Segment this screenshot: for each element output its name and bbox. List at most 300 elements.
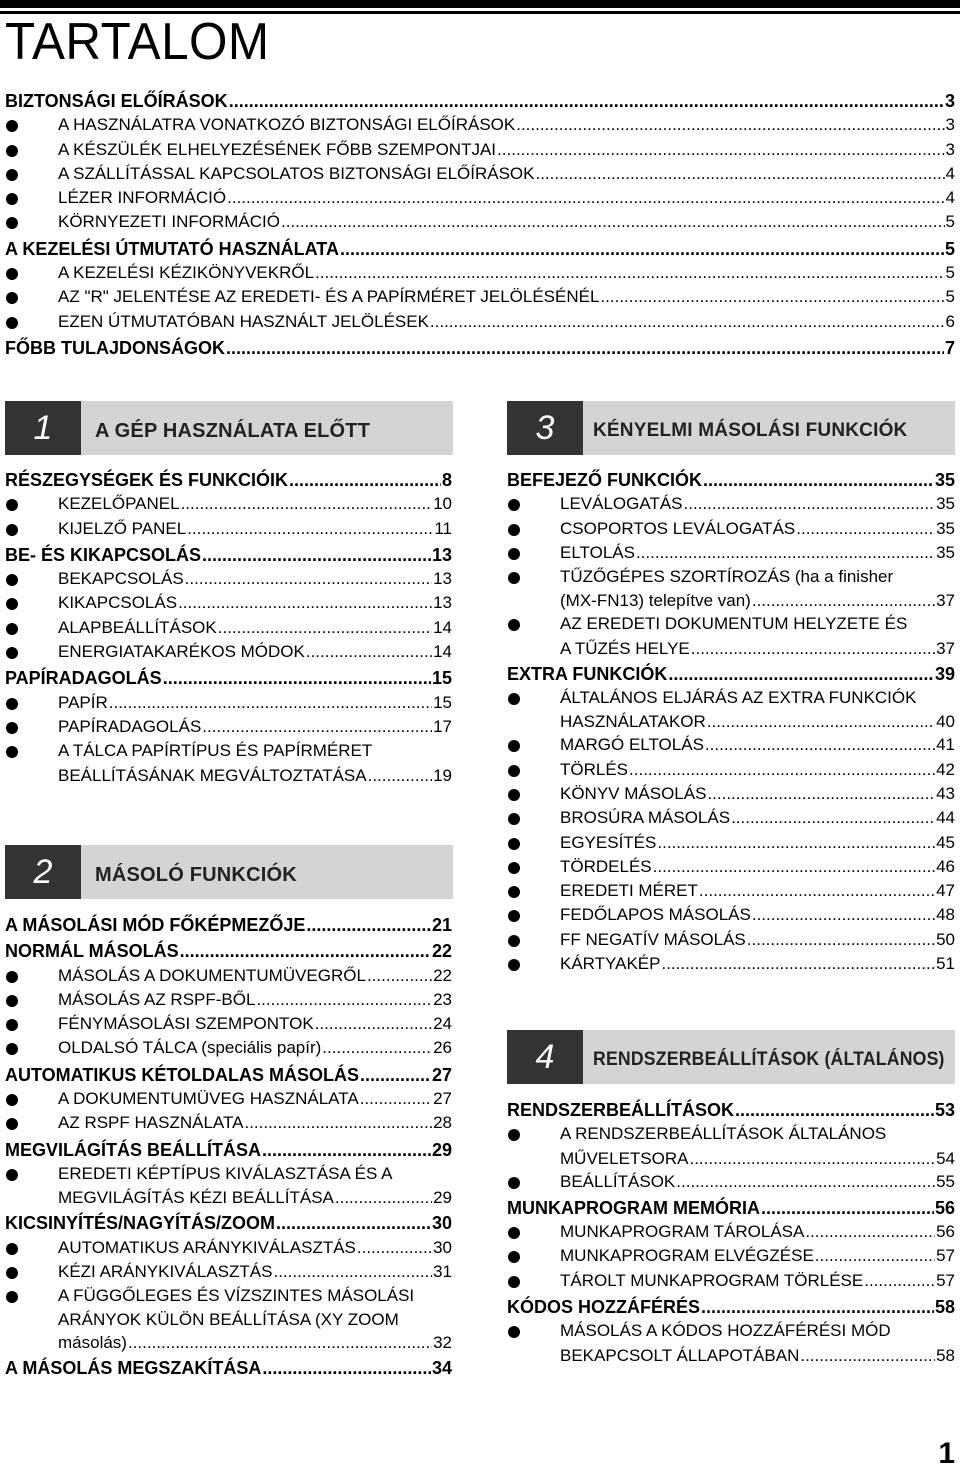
toc-entry-label: (MX-FN13) telepítve van) [560, 591, 751, 611]
toc-page-number: 40 [936, 712, 955, 732]
toc-heading-entry[interactable] [5, 1065, 452, 1089]
toc-page-number: 3 [945, 139, 955, 159]
toc-entry[interactable] [507, 833, 955, 857]
toc-page-number: 55 [936, 1171, 955, 1191]
toc-entry[interactable] [507, 543, 955, 567]
toc-entry[interactable] [5, 1238, 452, 1262]
toc-page-number: 56 [934, 1197, 955, 1218]
toc-entry-label: BEKAPCSOLT ÁLLAPOTÁBAN [560, 1345, 800, 1365]
toc-entry-label: BE- ÉS KIKAPCSOLÁS [5, 544, 202, 565]
toc-entry-label: MARGÓ ELTOLÁS [560, 735, 704, 755]
toc-page-number: 4 [945, 188, 955, 208]
dot-leader [699, 881, 935, 901]
dot-leader [731, 808, 935, 828]
toc-page-number: 57 [936, 1270, 955, 1290]
dot-leader [357, 1238, 432, 1258]
toc-entry-label: KEZELŐPANEL [58, 494, 180, 514]
toc-page-number: 32 [433, 1333, 452, 1353]
toc-page-number: 6 [945, 311, 955, 331]
dot-leader [707, 712, 935, 732]
toc-page-number: 3 [945, 115, 955, 135]
toc-entry-label: EGYESÍTÉS [560, 832, 657, 852]
dot-leader [276, 1213, 431, 1234]
toc-entry[interactable] [507, 1124, 955, 1148]
toc-entry-label: AZ "R" JELENTÉSE AZ EREDETI- ÉS A PAPÍRMÉRET JELÖLÉSÉNÉL [58, 287, 600, 307]
dot-leader [629, 760, 935, 780]
toc-entry-label: PAPÍRADAGOLÁS [5, 668, 162, 689]
toc-entry[interactable] [5, 519, 452, 543]
toc-page-number: 4 [945, 163, 955, 183]
toc-entry-label: BEKAPCSOLÁS [58, 569, 184, 589]
toc-entry-label: A DOKUMENTUMÜVEG HASZNÁLATA [58, 1089, 359, 1109]
toc-entry-label: ÁLTALÁNOS ELJÁRÁS AZ EXTRA FUNKCIÓK [560, 688, 917, 708]
toc-entry-label: A MÁSOLÁSI MÓD FŐKÉPMEZŐJE [5, 915, 306, 935]
toc-page-number: 31 [433, 1261, 452, 1281]
toc-entry[interactable] [507, 712, 955, 735]
toc-page-number: 53 [934, 1100, 955, 1120]
toc-entry-label: OLDALSÓ TÁLCA (speciális papír) [58, 1038, 322, 1058]
dot-leader [360, 1089, 432, 1109]
toc-entry[interactable] [5, 1089, 452, 1113]
toc-heading-entry[interactable] [507, 1198, 955, 1222]
toc-entry[interactable] [507, 735, 955, 759]
toc-page-number: 56 [936, 1222, 955, 1242]
toc-entry[interactable] [507, 784, 955, 808]
dot-leader [761, 1198, 934, 1219]
toc-heading-entry[interactable] [507, 664, 955, 688]
dot-leader [322, 1038, 432, 1058]
chapter-title: KÉNYELMI MÁSOLÁSI FUNKCIÓK [593, 420, 908, 441]
dot-leader [815, 1246, 935, 1266]
dot-leader [229, 91, 944, 112]
toc-entry-label: KICSINYÍTÉS/NAGYÍTÁS/ZOOM [5, 1213, 276, 1234]
toc-entry[interactable] [5, 1333, 452, 1356]
toc-page-number: 58 [936, 1345, 955, 1365]
dot-leader [367, 966, 432, 986]
toc-entry-label: EREDETI MÉRET [560, 881, 698, 901]
toc-entry[interactable] [5, 1262, 452, 1286]
toc-page-number: 35 [936, 542, 955, 562]
page-number: 1 [938, 1437, 955, 1470]
toc-entry-label: MUNKAPROGRAM ELVÉGZÉSE [560, 1246, 814, 1266]
toc-page-number: 26 [433, 1038, 452, 1058]
dot-leader [185, 569, 432, 589]
dot-leader [218, 618, 432, 638]
dot-leader [800, 1346, 935, 1366]
toc-entry[interactable] [5, 990, 452, 1014]
dot-leader [497, 140, 944, 160]
toc-entry[interactable] [507, 954, 955, 978]
toc-page-number: 7 [944, 337, 955, 358]
toc-entry[interactable] [507, 1346, 955, 1369]
toc-page-number: 35 [936, 518, 955, 538]
toc-entry-label: PAPÍR [58, 692, 108, 712]
toc-page-number: 5 [945, 212, 955, 232]
toc-entry[interactable] [507, 930, 955, 954]
toc-entry-label: FEDŐLAPOS MÁSOLÁS [560, 905, 751, 925]
toc-entry[interactable] [5, 1113, 452, 1137]
toc-page-number: 13 [433, 593, 452, 613]
toc-page-number: 19 [433, 765, 452, 785]
dot-leader [653, 857, 935, 877]
toc-entry[interactable] [507, 808, 955, 832]
toc-page-number: 51 [936, 954, 955, 974]
toc-entry[interactable] [5, 1286, 452, 1310]
toc-chapter-1 [5, 470, 452, 789]
dot-leader [516, 115, 944, 135]
toc-heading-entry[interactable] [507, 1297, 955, 1321]
toc-entry-label: ALAPBEÁLLÍTÁSOK [58, 617, 217, 637]
toc-page-number: 50 [936, 929, 955, 949]
toc-heading-entry[interactable] [5, 239, 955, 263]
dot-leader [752, 591, 935, 611]
dot-leader [661, 954, 935, 974]
toc-entry[interactable] [507, 591, 955, 614]
dot-leader [701, 1297, 934, 1318]
toc-entry-label: CSOPORTOS LEVÁLOGATÁS [560, 518, 796, 538]
toc-entry-label: TŰZŐGÉPES SZORTÍROZÁS (ha a finisher [560, 567, 894, 587]
toc-entry-label: A KEZELÉSI KÉZIKÖNYVEKRŐL [58, 263, 315, 283]
dot-leader [676, 1172, 935, 1192]
toc-page-number: 37 [936, 591, 955, 611]
toc-page-number: 34 [431, 1358, 452, 1379]
toc-entry-label: EXTRA FUNKCIÓK [507, 663, 668, 684]
toc-entry-label: TÖRLÉS [560, 759, 629, 779]
toc-entry-label: KÁRTYAKÉP [560, 954, 661, 974]
dot-leader [636, 543, 935, 563]
toc-entry-label: FF NEGATÍV MÁSOLÁS [560, 929, 746, 949]
toc-entry-label: RENDSZERBEÁLLÍTÁSOK [507, 1100, 735, 1120]
toc-entry[interactable] [507, 567, 955, 591]
toc-entry-label: TÖRDELÉS [560, 856, 652, 876]
chapter-number: 1 [5, 401, 81, 455]
toc-heading-entry[interactable] [5, 1140, 452, 1164]
toc-page-number: 41 [936, 735, 955, 755]
toc-entry[interactable] [5, 693, 452, 717]
toc-page-number: 5 [945, 263, 955, 283]
toc-entry[interactable] [5, 1164, 452, 1188]
toc-chapter-3 [507, 470, 955, 978]
toc-page-number: 46 [936, 856, 955, 876]
toc-heading-entry[interactable] [507, 470, 955, 494]
dot-leader [289, 470, 441, 491]
dot-leader [180, 941, 431, 962]
toc-chapter-2 [5, 915, 452, 1383]
dot-leader [535, 164, 944, 184]
toc-entry-label: TÁROLT MUNKAPROGRAM TÖRLÉSE [560, 1270, 864, 1290]
toc-heading-entry[interactable] [5, 1213, 452, 1237]
toc-entry[interactable] [5, 212, 955, 236]
toc-page-number: 13 [431, 544, 452, 565]
toc-entry-label: BEÁLLÍTÁSÁNAK MEGVÁLTOZTATÁSA [58, 765, 367, 785]
toc-entry-label: AUTOMATIKUS ARÁNYKIVÁLASZTÁS [58, 1237, 356, 1257]
toc-entry-label: MÁSOLÁS A KÓDOS HOZZÁFÉRÉSI MÓD [560, 1321, 891, 1341]
toc-entry[interactable] [507, 1149, 955, 1172]
toc-page-number: 21 [431, 915, 452, 935]
toc-page-number: 23 [433, 989, 452, 1009]
toc-entry-label: KÓDOS HOZZÁFÉRÉS [507, 1297, 701, 1318]
toc-entry-label: A TŰZÉS HELYE [560, 638, 690, 658]
toc-heading-entry[interactable] [5, 338, 955, 362]
toc-page-number: 17 [433, 716, 452, 736]
toc-entry[interactable] [5, 741, 452, 765]
toc-entry[interactable] [5, 642, 452, 666]
toc-entry-label: PAPÍRADAGOLÁS [58, 716, 202, 736]
dot-leader [430, 312, 945, 332]
dot-leader [805, 1222, 935, 1242]
toc-page-number: 3 [944, 91, 955, 111]
toc-page-number: 5 [945, 287, 955, 307]
toc-page-number: 15 [433, 692, 452, 712]
toc-entry-label: KIKAPCSOLÁS [58, 593, 178, 613]
dot-leader [281, 212, 945, 232]
toc-entry-label: HASZNÁLATAKOR [560, 712, 706, 732]
toc-entry[interactable] [507, 494, 955, 518]
dot-leader [752, 905, 935, 925]
toc-entry-label: A HASZNÁLATRA VONATKOZÓ BIZTONSÁGI ELŐÍRÁSOK [58, 115, 516, 135]
toc-entry[interactable] [5, 766, 452, 789]
dot-leader [864, 1271, 935, 1291]
toc-entry[interactable] [507, 639, 955, 662]
dot-leader [360, 1065, 431, 1086]
toc-heading-entry[interactable] [507, 1100, 955, 1124]
toc-entry-label: A KÉSZÜLÉK ELHELYEZÉSÉNEK FŐBB SZEMPONTJAI [58, 139, 497, 159]
toc-heading-entry[interactable] [5, 668, 452, 692]
toc-page-number: 27 [433, 1089, 452, 1109]
toc-page-number: 14 [433, 617, 452, 637]
toc-page-number: 13 [433, 569, 452, 589]
toc-page-number: 30 [433, 1237, 452, 1257]
toc-entry[interactable] [5, 140, 955, 164]
toc-entry-label: KÖNYV MÁSOLÁS [560, 783, 707, 803]
toc-page-number: 39 [934, 663, 955, 684]
toc-entry[interactable] [5, 312, 955, 336]
page-title: TARTALOM [5, 13, 270, 71]
toc-entry-label: LÉZER INFORMÁCIÓ [58, 188, 227, 208]
toc-page-number: 44 [936, 808, 955, 828]
dot-leader [227, 188, 944, 208]
toc-entry-label: FÉNYMÁSOLÁSI SZEMPONTOK [58, 1014, 314, 1034]
toc-entry[interactable] [507, 1271, 955, 1295]
toc-entry[interactable] [5, 593, 452, 617]
chapter-1-banner [5, 401, 453, 455]
dot-leader [747, 930, 935, 950]
toc-entry-label: BEFEJEZŐ FUNKCIÓK [507, 470, 703, 490]
toc-intro-section [5, 91, 955, 362]
toc-page-number: 22 [431, 941, 452, 962]
dot-leader [735, 1100, 934, 1121]
toc-page-number: 15 [431, 668, 452, 689]
toc-entry[interactable] [5, 966, 452, 990]
dot-leader [340, 239, 944, 260]
dot-leader [163, 668, 431, 689]
chapter-title: MÁSOLÓ FUNKCIÓK [95, 864, 297, 886]
chapter-2-banner [5, 845, 453, 899]
chapter-title: A GÉP HASZNÁLATA ELŐTT [95, 420, 371, 442]
dot-leader [187, 519, 433, 539]
toc-page-number: 8 [441, 470, 452, 490]
toc-entry[interactable] [507, 1321, 955, 1345]
toc-entry[interactable] [5, 263, 955, 287]
toc-entry-label: MŰVELETSORA [560, 1148, 689, 1168]
toc-entry-label: A FÜGGŐLEGES ÉS VÍZSZINTES MÁSOLÁSI [58, 1286, 415, 1306]
dot-leader [181, 494, 433, 514]
toc-entry[interactable] [5, 717, 452, 741]
toc-entry-label: KIJELZŐ PANEL [58, 518, 187, 538]
top-rule-thick [0, 0, 960, 8]
toc-page-number: 27 [431, 1064, 452, 1085]
toc-entry[interactable] [5, 569, 452, 593]
toc-entry-label: BIZTONSÁGI ELŐÍRÁSOK [5, 91, 228, 111]
toc-entry-label: AUTOMATIKUS KÉTOLDALAS MÁSOLÁS [5, 1064, 359, 1085]
toc-page-number: 57 [936, 1246, 955, 1266]
toc-entry[interactable] [5, 188, 955, 212]
toc-entry-label: KÖRNYEZETI INFORMÁCIÓ [58, 212, 280, 232]
toc-entry-label: MUNKAPROGRAM TÁROLÁSA [560, 1222, 805, 1242]
dot-leader [109, 693, 432, 713]
toc-heading-entry[interactable] [5, 545, 452, 569]
toc-page-number: 22 [433, 965, 452, 985]
chapter-number: 4 [507, 1030, 583, 1084]
dot-leader [273, 1262, 432, 1282]
toc-entry-label: BROSÚRA MÁSOLÁS [560, 808, 731, 828]
toc-page-number: 43 [936, 783, 955, 803]
toc-page-number: 24 [433, 1014, 452, 1034]
toc-page-number: 37 [936, 638, 955, 658]
toc-entry[interactable] [507, 1246, 955, 1270]
toc-page-number: 58 [934, 1297, 955, 1318]
dot-leader [315, 263, 944, 283]
toc-page-number: 10 [433, 494, 452, 514]
toc-entry-label: másolás) [58, 1333, 127, 1353]
dot-leader [600, 287, 944, 307]
toc-page-number: 54 [936, 1148, 955, 1168]
toc-page-number: 47 [936, 881, 955, 901]
toc-page-number: 48 [936, 905, 955, 925]
dot-leader [691, 639, 935, 659]
toc-entry-label: MUNKAPROGRAM MEMÓRIA [507, 1197, 760, 1218]
chapter-3-banner [507, 401, 955, 455]
toc-entry[interactable] [507, 1172, 955, 1196]
dot-leader [796, 519, 935, 539]
toc-entry-label: NORMÁL MÁSOLÁS [5, 941, 179, 962]
toc-heading-entry[interactable] [5, 91, 955, 115]
dot-leader [368, 766, 432, 786]
chapter-number: 2 [5, 845, 81, 899]
toc-entry-label: RÉSZEGYSÉGEK ÉS FUNKCIÓIK [5, 470, 289, 490]
toc-entry[interactable] [5, 115, 955, 139]
dot-leader [707, 784, 935, 804]
toc-entry[interactable] [5, 618, 452, 642]
toc-entry[interactable] [507, 1222, 955, 1246]
toc-entry[interactable] [5, 494, 452, 518]
dot-leader [689, 1149, 935, 1169]
toc-entry-label: EREDETI KÉPTÍPUS KIVÁLASZTÁSA ÉS A [58, 1163, 393, 1183]
toc-entry-label: KÉZI ARÁNYKIVÁLASZTÁS [58, 1261, 273, 1281]
dot-leader [178, 593, 432, 613]
toc-entry-label: MÁSOLÁS A DOKUMENTUMÜVEGRŐL [58, 965, 366, 985]
dot-leader [202, 717, 432, 737]
toc-entry-label: A TÁLCA PAPÍRTÍPUS ÉS PAPÍRMÉRET [58, 741, 373, 761]
toc-entry-label: A SZÁLLÍTÁSSAL KAPCSOLATOS BIZTONSÁGI ELŐÍRÁSOK [58, 163, 535, 183]
toc-entry-label: ENERGIATAKARÉKOS MÓDOK [58, 642, 305, 662]
toc-entry[interactable] [507, 760, 955, 784]
toc-entry[interactable] [5, 1038, 452, 1062]
toc-entry[interactable] [5, 287, 955, 311]
toc-entry[interactable] [507, 905, 955, 929]
toc-entry-label: A RENDSZERBEÁLLÍTÁSOK ÁLTALÁNOS [560, 1124, 887, 1144]
toc-entry[interactable] [5, 164, 955, 188]
toc-page-number: 28 [433, 1113, 452, 1133]
toc-entry-label: MÁSOLÁS AZ RSPF-BŐL [58, 989, 256, 1009]
toc-entry-label: AZ EREDETI DOKUMENTUM HELYZETE ÉS [560, 614, 908, 634]
dot-leader [202, 545, 431, 566]
toc-page-number: 30 [431, 1213, 452, 1234]
toc-page-number: 11 [434, 518, 452, 538]
toc-page-number: 29 [433, 1188, 452, 1208]
toc-entry[interactable] [507, 519, 955, 543]
toc-entry[interactable] [507, 688, 955, 712]
toc-page-number: 45 [936, 832, 955, 852]
toc-heading-entry[interactable] [5, 1358, 452, 1382]
toc-entry-label: MEGVILÁGÍTÁS KÉZI BEÁLLÍTÁSA [58, 1188, 334, 1208]
dot-leader [262, 1358, 431, 1379]
toc-heading-entry[interactable] [5, 470, 452, 494]
dot-leader [128, 1333, 432, 1353]
toc-entry-label: A MÁSOLÁS MEGSZAKÍTÁSA [5, 1358, 262, 1379]
toc-heading-entry[interactable] [5, 915, 452, 939]
dot-leader [306, 642, 432, 662]
toc-entry[interactable] [5, 1188, 452, 1211]
dot-leader [705, 735, 935, 755]
toc-page-number: 29 [431, 1139, 452, 1160]
toc-entry-label: MEGVILÁGÍTÁS BEÁLLÍTÁSA [5, 1139, 261, 1160]
toc-entry[interactable] [507, 857, 955, 881]
dot-leader [657, 833, 935, 853]
toc-entry-label: EZEN ÚTMUTATÓBAN HASZNÁLT JELÖLÉSEK [58, 311, 429, 331]
toc-entry-label: LEVÁLOGATÁS [560, 494, 683, 514]
toc-entry-label: BEÁLLÍTÁSOK [560, 1171, 676, 1191]
dot-leader [306, 915, 431, 936]
dot-leader [668, 664, 934, 685]
toc-entry[interactable] [507, 881, 955, 905]
dot-leader [256, 990, 432, 1010]
toc-entry-label: AZ RSPF HASZNÁLATA [58, 1113, 244, 1133]
toc-entry[interactable] [507, 614, 955, 638]
dot-leader [335, 1188, 432, 1208]
toc-page-number: 35 [936, 494, 955, 514]
toc-heading-entry[interactable] [5, 941, 452, 965]
toc-page-number: 42 [936, 759, 955, 779]
dot-leader [226, 338, 944, 359]
dot-leader [315, 1014, 432, 1034]
chapter-title: RENDSZERBEÁLLÍTÁSOK (ÁLTALÁNOS) [593, 1049, 945, 1070]
chapter-4-banner [507, 1030, 955, 1084]
toc-entry-label: ARÁNYOK KÜLÖN BEÁLLÍTÁSA (XY ZOOM [58, 1310, 399, 1330]
toc-chapter-4 [507, 1100, 955, 1369]
chapter-number: 3 [507, 401, 583, 455]
dot-leader [244, 1113, 432, 1133]
toc-page-number: 14 [433, 642, 452, 662]
toc-page-number: 35 [934, 470, 955, 490]
dot-leader [262, 1140, 431, 1161]
dot-leader [703, 470, 934, 491]
dot-leader [684, 494, 936, 514]
toc-entry-label: A KEZELÉSI ÚTMUTATÓ HASZNÁLATA [5, 238, 339, 259]
toc-entry[interactable] [5, 1014, 452, 1038]
toc-entry[interactable] [5, 1310, 452, 1333]
toc-page-number: 5 [944, 238, 955, 259]
